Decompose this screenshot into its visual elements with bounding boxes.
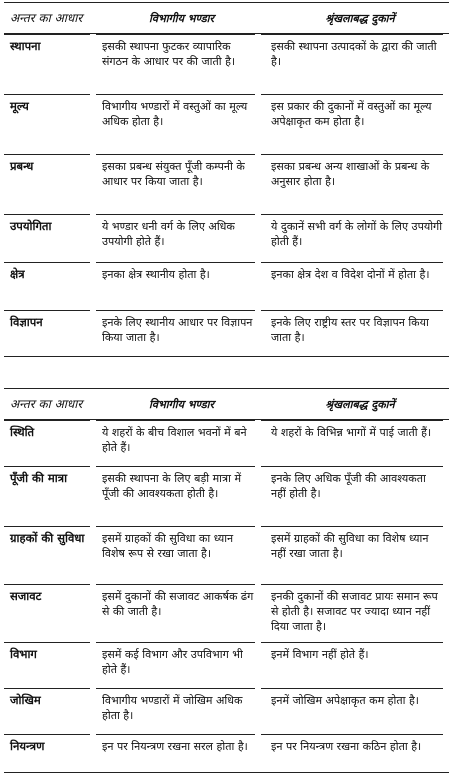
row-chain-store: इनमें विभाग नहीं होते हैं।: [261, 642, 443, 662]
row-basis: पूँजी की मात्रा: [4, 466, 90, 486]
table-row: [4, 734, 449, 773]
header-department-store: विभागीय भण्डार: [149, 11, 214, 25]
table-row: [4, 214, 449, 262]
row-chain-store: इनके लिए अधिक पूँजी की आवश्यकता नहीं होती है।: [261, 466, 443, 501]
row-basis: क्षेत्र: [4, 262, 90, 282]
row-basis: जोखिम: [4, 688, 90, 708]
row-chain-store: इनका क्षेत्र देश व विदेश दोनों में होता है।: [261, 262, 443, 282]
table-row: [4, 642, 449, 688]
row-basis: ग्राहकों की सुविधा: [4, 526, 90, 546]
comparison-table-2: [4, 388, 449, 773]
header-basis: अन्तर का आधार: [10, 396, 83, 411]
row-department-store: इसमें दुकानों की सजावट आकर्षक ढंग से की जाती है।: [96, 584, 255, 619]
row-chain-store: इसमें ग्राहकों की सुविधा का विशेष ध्यान नहीं रखा जाता है।: [261, 526, 443, 561]
table-row: [4, 262, 449, 310]
row-department-store: इनका क्षेत्र स्थानीय होता है।: [96, 262, 255, 282]
table-row: [4, 310, 449, 357]
row-department-store: इसकी स्थापना के लिए बड़ी मात्रा में पूँजी की आवश्यकता होती है।: [96, 466, 255, 501]
row-basis: स्थापना: [4, 34, 90, 54]
row-chain-store: इनके लिए राष्ट्रीय स्तर पर विज्ञापन किया जाता है।: [261, 310, 443, 345]
row-basis: प्रबन्ध: [4, 154, 90, 174]
table-header: [4, 388, 449, 420]
row-department-store: ये शहरों के बीच विशाल भवनों में बने होते हैं।: [96, 420, 255, 455]
row-department-store: इनके लिए स्थानीय आधार पर विज्ञापन किया जाता है।: [96, 310, 255, 345]
table-row: [4, 34, 449, 94]
row-basis: स्थिति: [4, 420, 90, 440]
row-basis: सजावट: [4, 584, 90, 604]
row-department-store: ये भण्डार धनी वर्ग के लिए अधिक उपयोगी होते हैं।: [96, 214, 255, 249]
table-row: [4, 420, 449, 466]
row-department-store: इसमें ग्राहकों की सुविधा का ध्यान विशेष रूप से रखा जाता है।: [96, 526, 255, 561]
row-department-store: इसकी स्थापना फुटकर व्यापारिक संगठन के आधार पर की जाती है।: [96, 34, 255, 69]
table-row: [4, 526, 449, 584]
table-row: [4, 688, 449, 734]
row-chain-store: इनकी दुकानों की सजावट प्रायः समान रूप से होती है। सजावट पर ज्यादा ध्यान नहीं दिया जाता है।: [261, 584, 443, 634]
table-row: [4, 584, 449, 642]
row-department-store: विभागीय भण्डारों में वस्तुओं का मूल्य अधिक होता है।: [96, 94, 255, 129]
row-chain-store: इनमें जोखिम अपेक्षाकृत कम होता है।: [261, 688, 443, 708]
row-department-store: इन पर नियन्त्रण रखना सरल होता है।: [96, 734, 255, 754]
row-basis: विज्ञापन: [4, 310, 90, 330]
row-department-store: इसमें कई विभाग और उपविभाग भी होते हैं।: [96, 642, 255, 677]
row-chain-store: इस प्रकार की दुकानों में वस्तुओं का मूल्य अपेक्षाकृत कम होता है।: [261, 94, 443, 129]
table-row: [4, 154, 449, 214]
header-chain-store: श्रृंखलाबद्ध दुकानें: [325, 11, 395, 25]
row-basis: मूल्य: [4, 94, 90, 114]
row-chain-store: इन पर नियन्त्रण रखना कठिन होता है।: [261, 734, 443, 754]
row-chain-store: ये शहरों के विभिन्न भागों में पाई जाती हैं।: [261, 420, 443, 440]
row-chain-store: ये दुकानें सभी वर्ग के लोगों के लिए उपयोगी होती हैं।: [261, 214, 443, 249]
header-chain-store: श्रृंखलाबद्ध दुकानें: [325, 397, 395, 411]
row-department-store: इसका प्रबन्ध संयुक्त पूँजी कम्पनी के आधार पर किया जाता है।: [96, 154, 255, 189]
row-basis: विभाग: [4, 642, 90, 662]
comparison-table-1: [4, 2, 449, 357]
table-header: [4, 2, 449, 34]
row-basis: उपयोगिता: [4, 214, 90, 234]
header-basis: अन्तर का आधार: [10, 10, 83, 25]
row-department-store: विभागीय भण्डारों में जोखिम अधिक होता है।: [96, 688, 255, 723]
row-chain-store: इसकी स्थापना उत्पादकों के द्वारा की जाती है।: [261, 34, 443, 69]
header-department-store: विभागीय भण्डार: [149, 397, 214, 411]
table-row: [4, 466, 449, 526]
table-row: [4, 94, 449, 154]
row-basis: नियन्त्रण: [4, 734, 90, 754]
row-chain-store: इसका प्रबन्ध अन्य शाखाओं के प्रबन्ध के अनुसार होता है।: [261, 154, 443, 189]
